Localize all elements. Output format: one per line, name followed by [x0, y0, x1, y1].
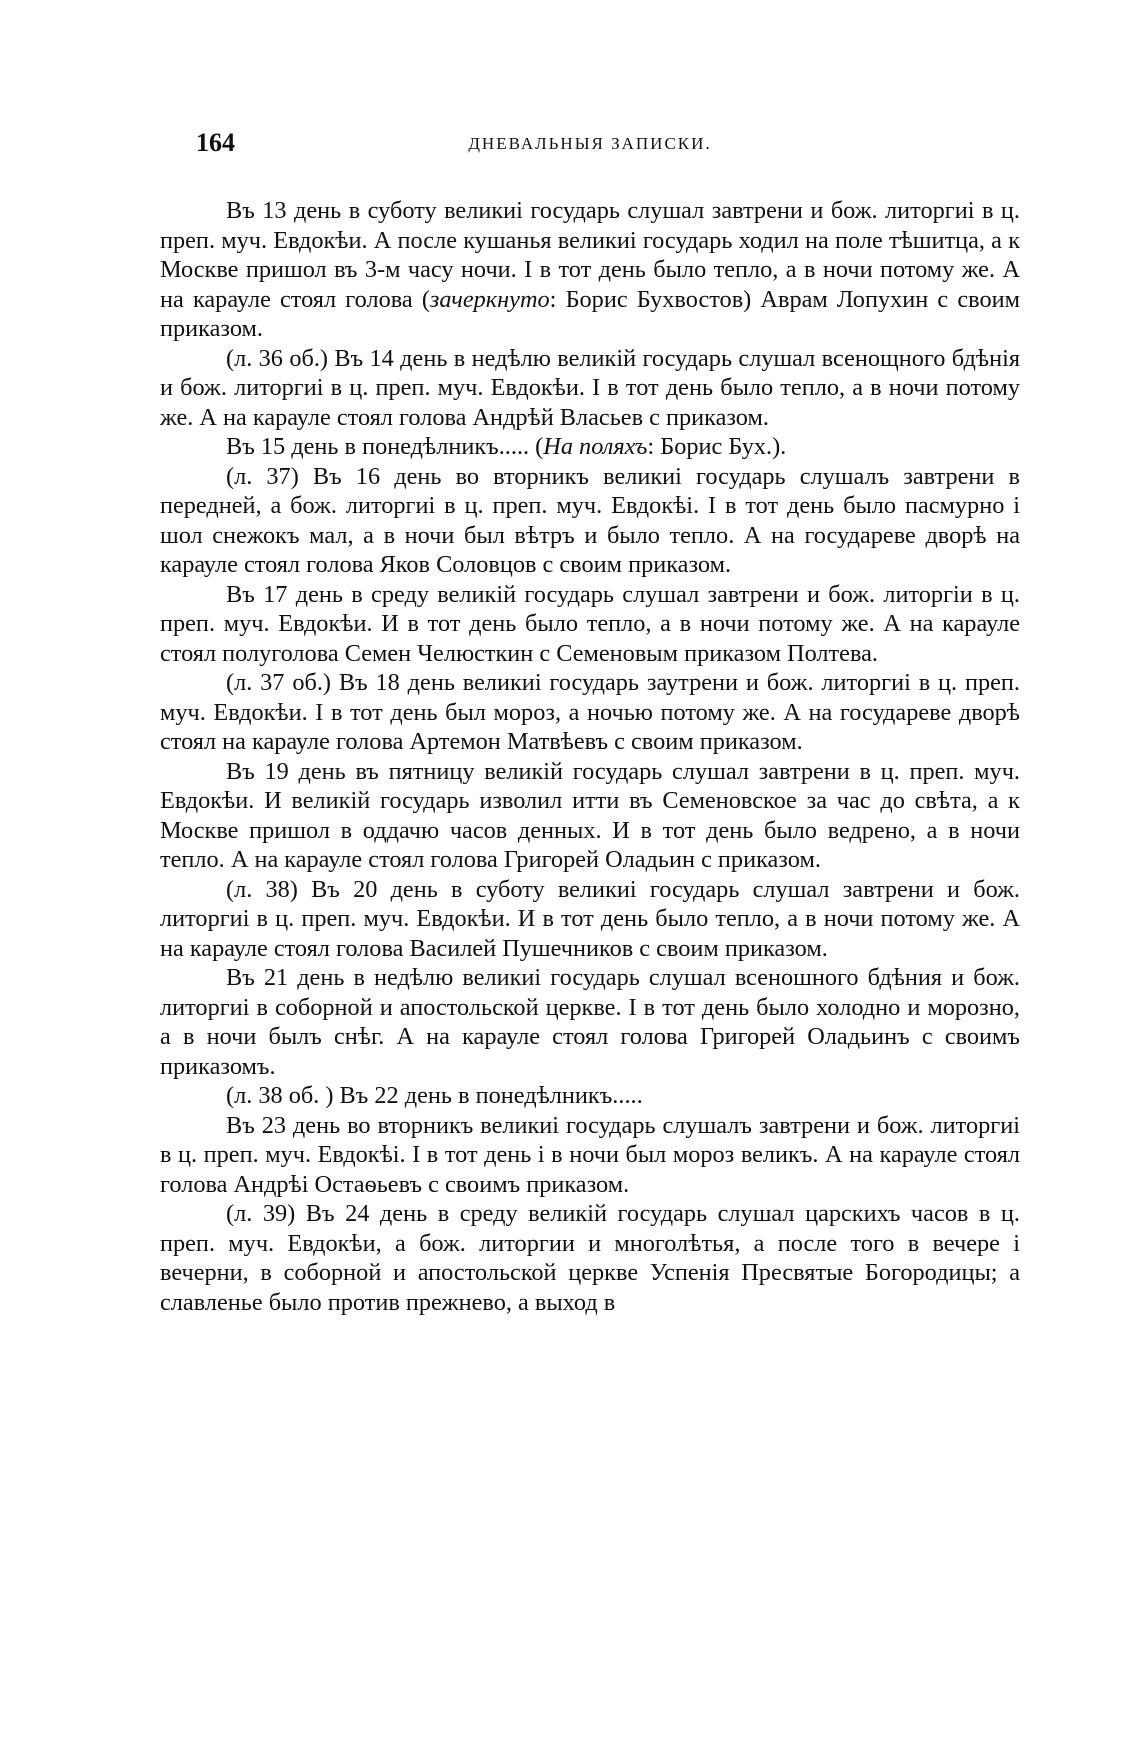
- running-title: ДНЕВАЛЬНЫЯ ЗАПИСКИ.: [468, 134, 712, 153]
- paragraph: Въ 15 день в понедѣлникъ..... (На поляхъ: Борис Бух.).: [226, 433, 787, 460]
- paragraph: Въ 23 день во вторникъ великиі государь слушалъ завтрени и бож. литоргиі в ц. преп. муч. Евдокѣі. І в тот день і в ночи был мороз великъ. А на карауле стоял голова Андрѣі Остаѳьевъ с своимъ приказом.: [160, 1111, 1020, 1198]
- paragraph: (л. 36 об.) Въ 14 день в недѣлю великій государь слушал всенощного бдѣнія и бож. литоргиі в ц. преп. муч. Евдокѣи. І в тот день было тепло, а в ночи потому же. А на карауле стоял голова Андрѣй Власьев с приказом.: [160, 344, 1020, 431]
- document-page: [160, 128, 1020, 1317]
- body-text: [160, 196, 1020, 1317]
- paragraph: (л. 38) Въ 20 день в суботу великиі государь слушал завтрени и бож. литоргиі в ц. преп. муч. Евдокѣи. И в тот день было тепло, а в ночи потому же. А на карауле стоял голова Василей Пушечников с своим приказом.: [160, 875, 1020, 962]
- italic-note: зачеркнуто: [429, 285, 550, 313]
- paragraph: Въ 17 день в среду великій государь слушал завтрени и бож. литоргіи в ц. преп. муч. Евдокѣи. И в тот день было тепло, а в ночи потому же. А на карауле стоял полуголова Семен Челюсткин с Семеновым приказом Полтева.: [160, 580, 1020, 667]
- italic-note: На поляхъ: [543, 433, 648, 460]
- paragraph: (л. 37 об.) Въ 18 день великиі государь заутрени и бож. литоргиі в ц. преп. муч. Евдокѣи. І в тот день был мороз, а ночью потому же. А на государеве дворѣ стоял на карауле голова Артемон Матвѣевъ с своим приказом.: [160, 669, 1020, 755]
- paragraph: Въ 21 день в недѣлю великиі государь слушал всеношного бдѣния и бож. литоргиі в соборной и апостольской церкве. І в тот день было холодно и морозно, а в ночи былъ снѣг. А на карауле стоял голова Григорей Оладьинъ с своимъ приказомъ.: [160, 964, 1020, 1080]
- page-header: [160, 128, 1020, 168]
- paragraph: Въ 19 день въ пятницу великій государь слушал завтрени в ц. преп. муч. Евдокѣи. И великій государь изволил итти въ Семеновское за час до свѣта, а к Москве пришол в оддачю часов денных. И в тот день было ведрено, а в ночи тепло. А на карауле стоял голова Григорей Оладьин с приказом.: [160, 757, 1020, 873]
- page-number: 164: [196, 128, 235, 157]
- paragraph: (л. 38 об. ) Въ 22 день в понедѣлникъ.....: [226, 1082, 643, 1109]
- paragraph: Въ 13 день в суботу великиі государь слушал завтрени и бож. литоргиі в ц. преп. муч. Евдокѣи. А после кушанья великиі государь ходил на поле тѣшитца, а к Москве пришол въ 3-м часу ночи. І в тот день было тепло, а в ночи потому же. А на карауле стоял голова (зачеркнуто: Борис Бухвостов) Аврам Лопухин с своим приказом.: [160, 197, 1020, 342]
- paragraph: (л. 39) Въ 24 день в среду великій государь слушал царскихъ часов в ц. преп. муч. Евдокѣи, а бож. литоргии и многолѣтья, а после того в вечере і вечерни, в соборной и апостольской церкве Успенія Пресвятые Богородицы; а славленье было против прежнево, а выход в: [160, 1200, 1020, 1316]
- paragraph: (л. 37) Въ 16 день во вторникъ великиі государь слушалъ завтрени в передней, а бож. литоргиі в ц. преп. муч. Евдокѣі. І в тот день было пасмурно і шол снежокъ мал, а в ночи был вѣтръ и было тепло. А на государеве дворѣ на карауле стоял голова Яков Соловцов с своим приказом.: [160, 462, 1020, 578]
